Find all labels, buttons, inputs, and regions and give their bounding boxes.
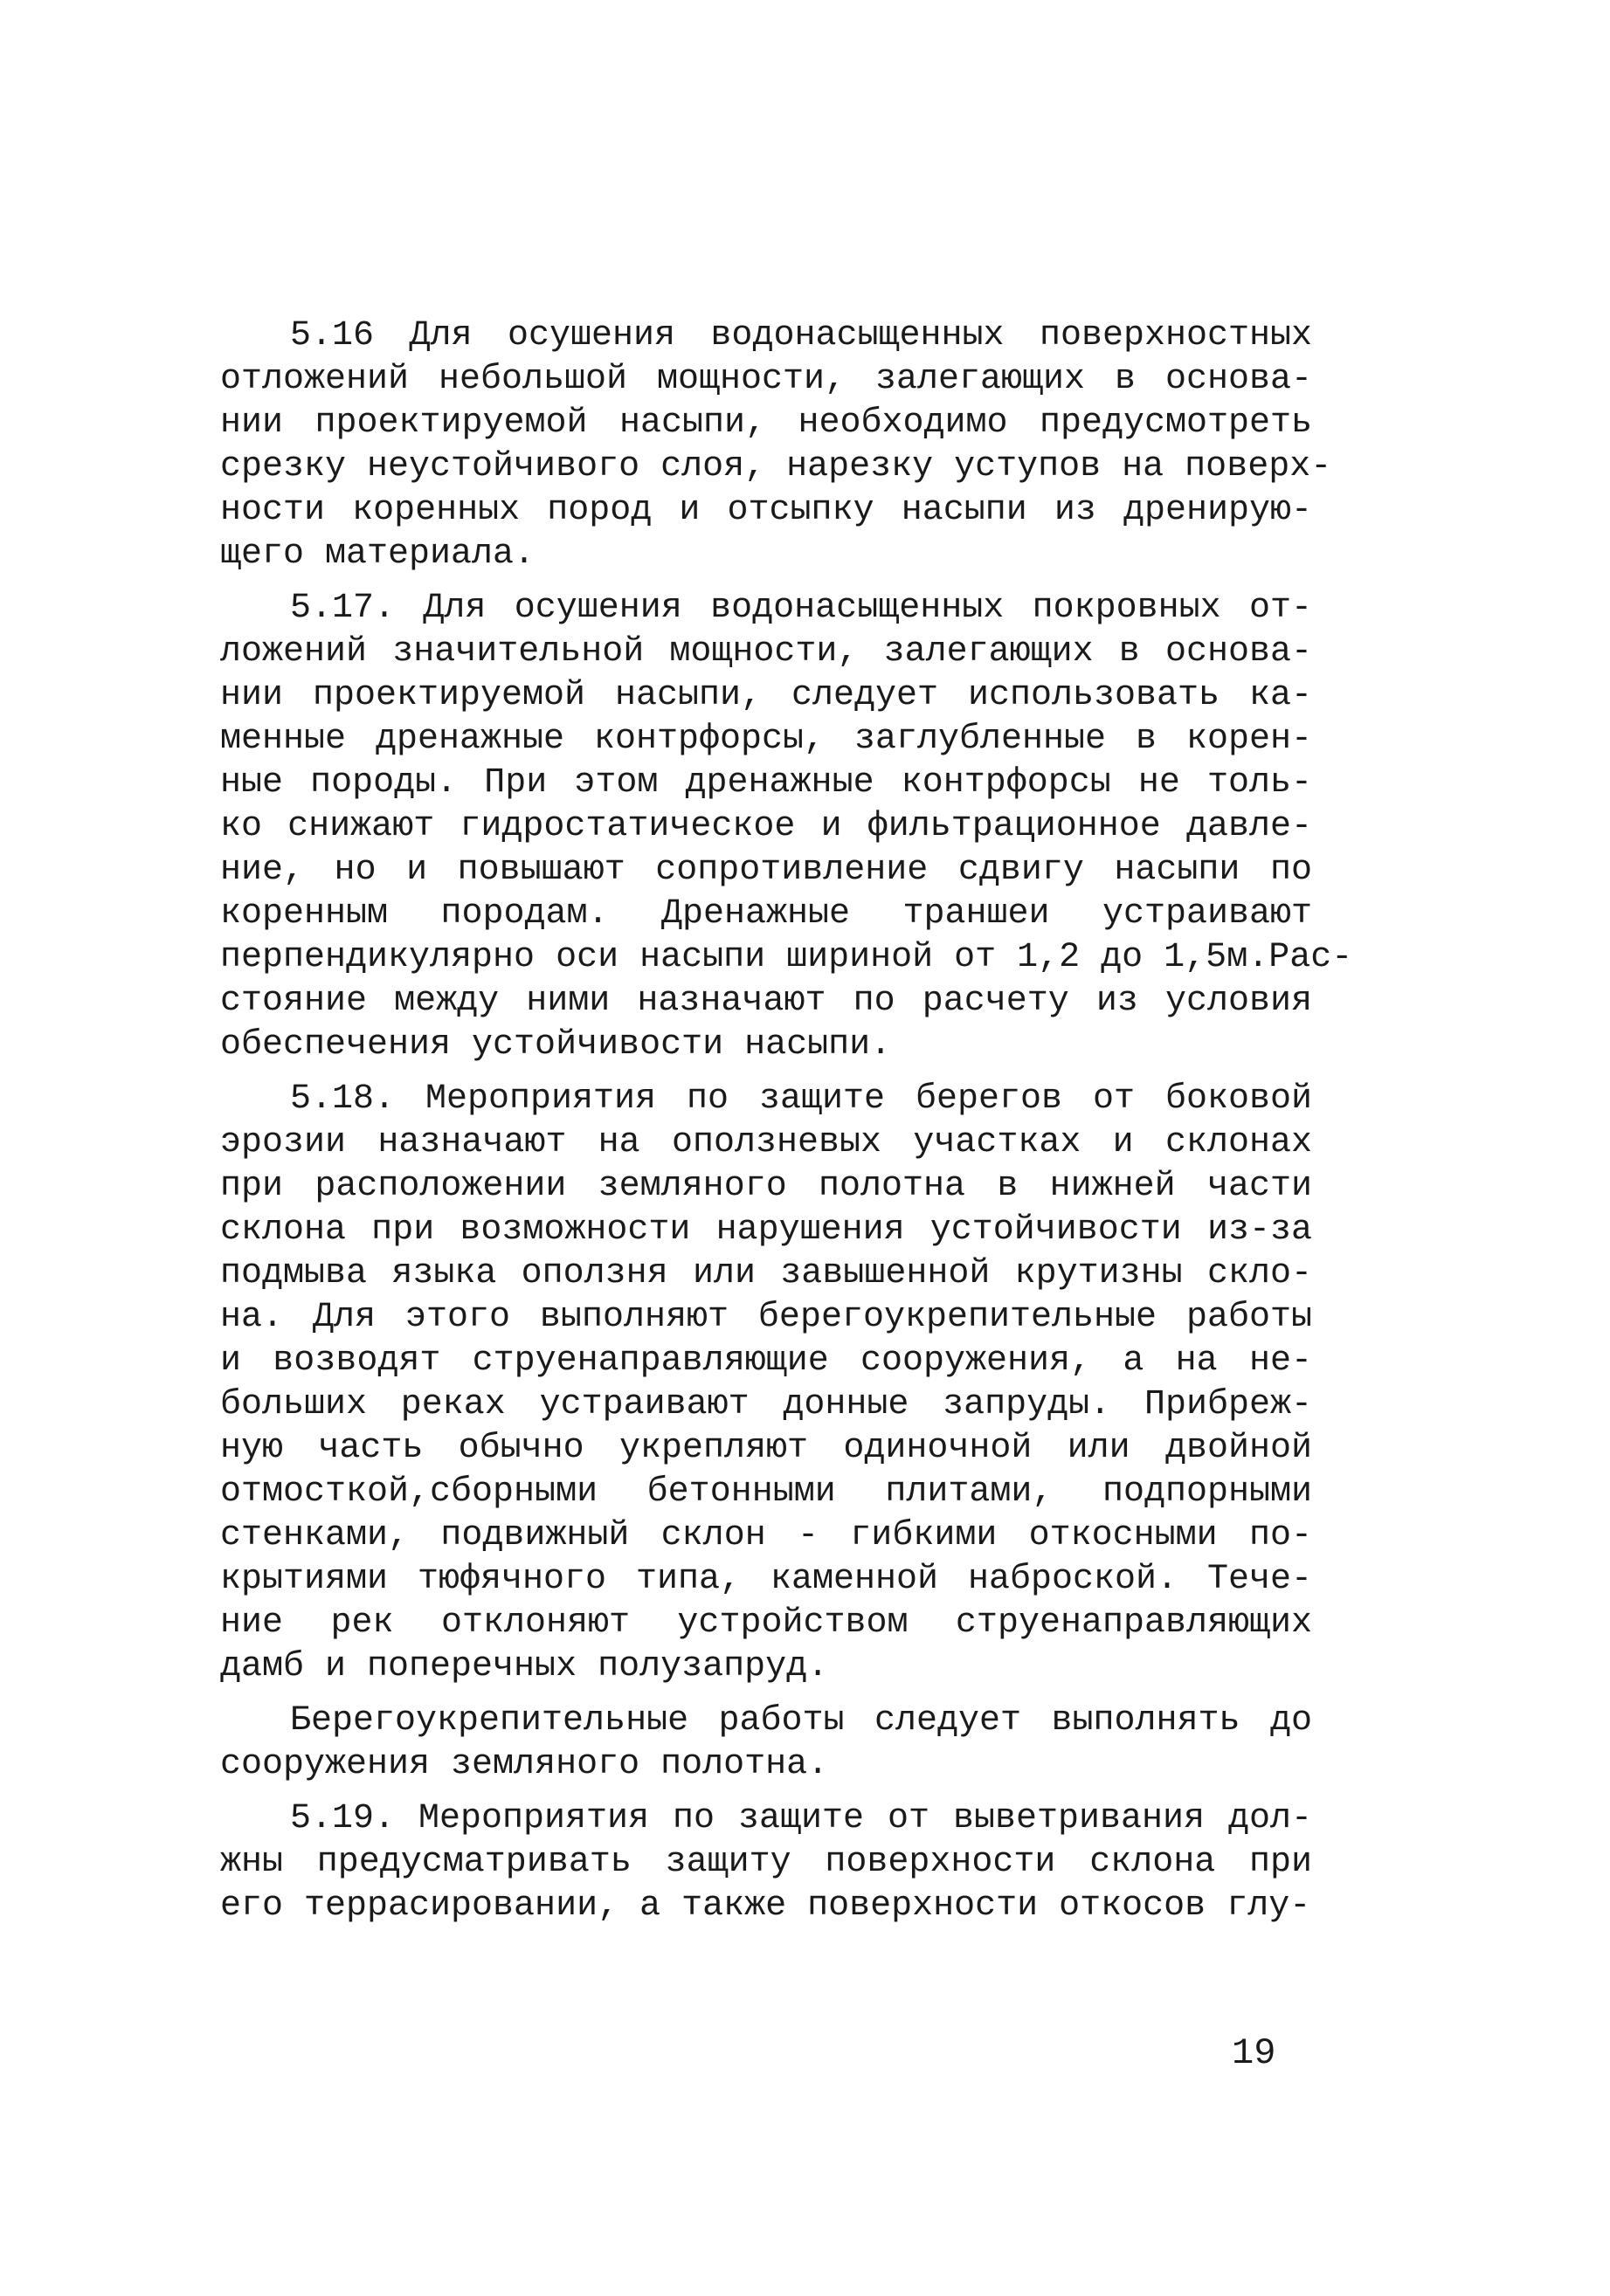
text-line: срезку неустойчивого слоя, нарезку уступов на поверх- bbox=[220, 447, 1332, 486]
text-line: нии проектируемой насыпи, следует использовать ка- bbox=[220, 676, 1312, 715]
text-line: 5.18. Мероприятия по защите берегов от боковой bbox=[290, 1079, 1312, 1119]
text-line: подмыва языка оползня или завышенной крутизны скло- bbox=[220, 1254, 1312, 1293]
text-line: ложений значительной мощности, залегающих в основа- bbox=[220, 632, 1312, 672]
text-line: обеспечения устойчивости насыпи. bbox=[220, 1025, 892, 1065]
paragraph-gap bbox=[220, 1787, 1312, 1797]
page-number: 19 bbox=[1232, 2032, 1276, 2074]
text-line: перпендикулярно оси насыпи шириной от 1,2 до 1,5м.Рас- bbox=[220, 938, 1353, 977]
paragraph-gap bbox=[220, 1067, 1312, 1078]
text-line: при расположении земляного полотна в нижней части bbox=[220, 1167, 1312, 1206]
text-line: ко снижают гидростатическое и фильтрационное давле- bbox=[220, 807, 1312, 846]
text-line: эрозии назначают на оползневых участках и склонах bbox=[220, 1123, 1312, 1162]
text-line: ные породы. При этом дренажные контрфорсы не толь- bbox=[220, 763, 1312, 803]
text-line: Берегоукрепительные работы следует выполнять до bbox=[290, 1701, 1312, 1741]
text-line: стояние между ними назначают по расчету из условия bbox=[220, 982, 1312, 1021]
body-text bbox=[220, 314, 1353, 1928]
text-line: ную часть обычно укрепляют одиночной или двойной bbox=[220, 1429, 1312, 1468]
text-line: щего материала. bbox=[220, 534, 536, 574]
text-line: больших реках устраивают донные запруды. Прибреж- bbox=[220, 1385, 1312, 1424]
text-line: ние рек отклоняют устройством струенаправляющих bbox=[220, 1603, 1312, 1643]
paragraph-p-5-19 bbox=[220, 1797, 1312, 1928]
text-line: сооружения земляного полотна. bbox=[220, 1745, 829, 1784]
paragraph-p-5-16 bbox=[220, 314, 1332, 576]
text-line: 5.17. Для осушения водонасыщенных покровных от- bbox=[290, 589, 1312, 628]
text-line: склона при возможности нарушения устойчивости из-за bbox=[220, 1210, 1312, 1250]
text-line: 5.19. Мероприятия по защите от выветривания дол- bbox=[290, 1799, 1312, 1838]
text-line: 5.16 Для осушения водонасыщенных поверхностных bbox=[290, 316, 1312, 355]
text-line: нии проектируемой насыпи, необходимо предусмотреть bbox=[220, 403, 1312, 443]
text-line: его террасировании, а также поверхности откосов глу- bbox=[220, 1886, 1311, 1926]
paragraph-gap bbox=[220, 1689, 1312, 1700]
text-line: ности коренных пород и отсыпку насыпи из дренирую- bbox=[220, 491, 1312, 530]
text-line: менные дренажные контрфорсы, заглубленные в корен- bbox=[220, 720, 1312, 759]
paragraph-gap bbox=[220, 576, 1312, 587]
text-line: жны предусматривать защиту поверхности склона при bbox=[220, 1843, 1312, 1882]
text-line: крытиями тюфячного типа, каменной наброской. Тече- bbox=[220, 1560, 1312, 1599]
text-line: отложений небольшой мощности, залегающих в основа- bbox=[220, 360, 1312, 399]
text-line: дамб и поперечных полузапруд. bbox=[220, 1647, 829, 1686]
paragraph-p-5-18 bbox=[220, 1078, 1312, 1689]
text-line: на. Для этого выполняют берегоукрепительные работы bbox=[220, 1298, 1312, 1337]
text-line: отмосткой,сборными бетонными плитами, подпорными bbox=[220, 1472, 1312, 1512]
paragraph-p-shore bbox=[220, 1700, 1312, 1787]
text-line: стенками, подвижный склон - гибкими откосными по- bbox=[220, 1516, 1312, 1555]
text-line: коренным породам. Дренажные траншеи устраивают bbox=[220, 894, 1312, 934]
text-line: и возводят струенаправляющие сооружения, а на не- bbox=[220, 1341, 1312, 1381]
paragraph-p-5-17 bbox=[220, 587, 1353, 1067]
text-line: ние, но и повышают сопротивление сдвигу насыпи по bbox=[220, 851, 1312, 890]
